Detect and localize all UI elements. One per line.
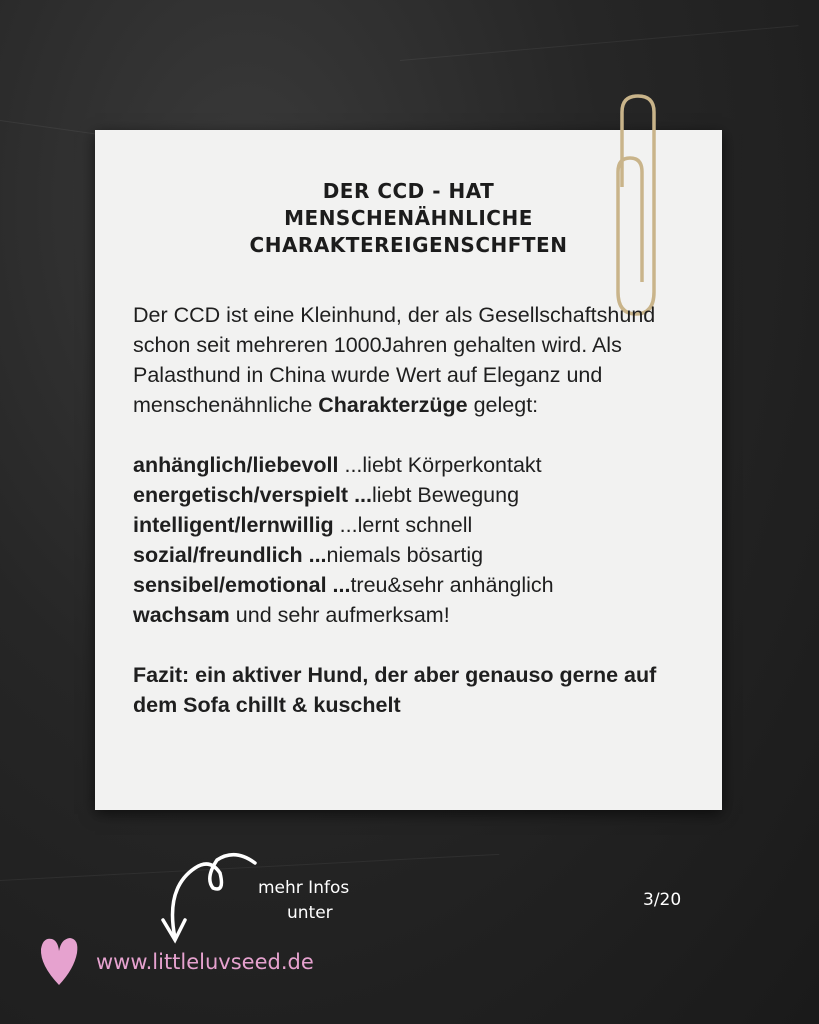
trait-desc: und sehr aufmerksam! bbox=[229, 603, 450, 627]
title-line: MENSCHENÄHNLICHE bbox=[284, 206, 533, 230]
trait-name: sozial/freundlich ... bbox=[133, 543, 327, 567]
page-indicator: 3/20 bbox=[643, 890, 682, 910]
trait-desc: liebt Bewegung bbox=[372, 483, 520, 507]
trait-desc: ...lernt schnell bbox=[333, 513, 473, 537]
more-info-text: unter bbox=[287, 903, 333, 923]
trait-item bbox=[133, 513, 472, 537]
trait-item bbox=[133, 543, 483, 567]
trait-name: anhänglich/liebevoll bbox=[133, 453, 339, 477]
website-link[interactable]: www.littleluvseed.de bbox=[96, 950, 314, 974]
trait-desc: niemals bösartig bbox=[326, 543, 484, 567]
trait-name: intelligent/lernwillig bbox=[133, 513, 334, 537]
fazit-text: Fazit: ein aktiver Hund, der aber genauso gerne auf dem Sofa chillt & kuschelt bbox=[133, 663, 657, 717]
intro-tail: gelegt: bbox=[467, 393, 539, 417]
texture-crease bbox=[400, 25, 799, 61]
more-info-text: mehr Infos bbox=[258, 878, 350, 898]
title-line: DER CCD - HAT bbox=[322, 179, 495, 203]
trait-name: energetisch/verspielt ... bbox=[133, 483, 372, 507]
trait-desc: treu&sehr anhänglich bbox=[350, 573, 554, 597]
curly-arrow-icon bbox=[155, 848, 265, 948]
intro-paragraph bbox=[133, 300, 693, 420]
trait-item bbox=[133, 573, 554, 597]
page-title bbox=[95, 178, 722, 259]
fazit bbox=[133, 660, 693, 720]
trait-name: sensibel/emotional ... bbox=[133, 573, 351, 597]
trait-item bbox=[133, 603, 450, 627]
trait-item bbox=[133, 483, 519, 507]
trait-name: wachsam bbox=[133, 603, 230, 627]
title-line: CHARAKTEREIGENSCHFTEN bbox=[249, 233, 568, 257]
body-text bbox=[133, 300, 693, 750]
intro-bold: Charakterzüge bbox=[318, 393, 468, 417]
trait-item bbox=[133, 453, 542, 477]
heart-icon bbox=[38, 935, 80, 987]
traits-list bbox=[133, 450, 693, 630]
intro-text: Der CCD ist eine Kleinhund, der als Gesellschaftshund schon seit mehreren 1000Jahren gehalten wird. Als Palasthund in China wurde Wert auf Eleganz und menschenähnliche bbox=[133, 303, 656, 417]
trait-desc: ...liebt Körperkontakt bbox=[338, 453, 542, 477]
